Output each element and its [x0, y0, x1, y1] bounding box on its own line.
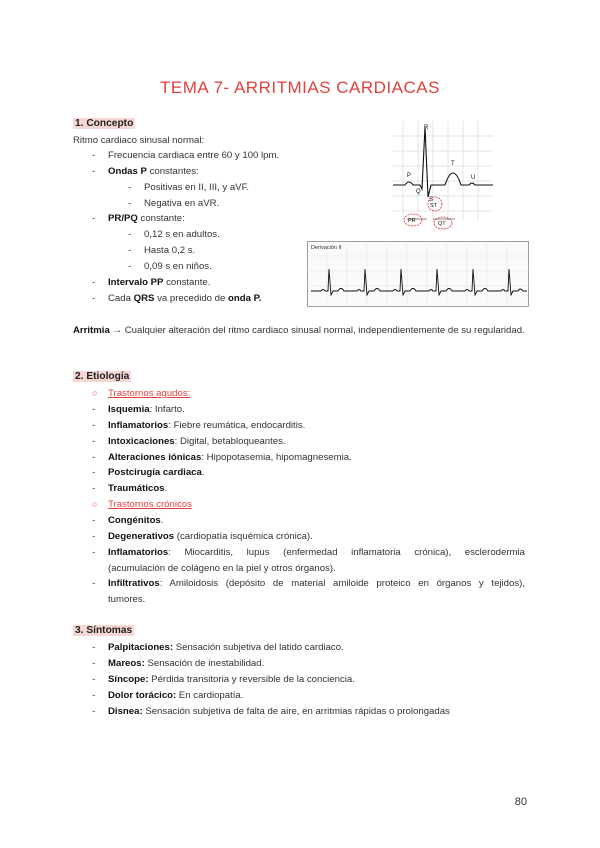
concepto-item: Frecuencia cardiaca entre 60 y 100 lpm.	[108, 150, 280, 161]
concepto-intro: Ritmo cardiaco sinusal normal:	[73, 135, 205, 146]
etiologia-item: Traumáticos.	[108, 483, 168, 494]
etiologia-cronicos-label: Trastornos crónicos	[108, 499, 192, 510]
sintoma-item: Dolor torácico: En cardiopatía.	[108, 690, 244, 701]
dash-bullet: -	[92, 690, 96, 701]
dash-bullet: -	[92, 642, 96, 653]
page-title: TEMA 7- ARRITMIAS CARDIACAS	[160, 78, 440, 97]
sintoma-item: Disnea: Sensación subjetiva de falta de aire, en arritmias rápidas o prolongadas	[108, 706, 450, 717]
dash-bullet: -	[128, 229, 132, 240]
ecg-label-st: ST	[430, 203, 438, 209]
dash-bullet: -	[92, 515, 96, 526]
concepto-subitem: Positivas en II, III, y aVF.	[144, 182, 250, 193]
concepto-subitem: 0,09 s en niños.	[144, 261, 212, 272]
dash-bullet: -	[128, 245, 132, 256]
etiologia-item: Alteraciones iónicas: Hipopotasemia, hipomagnesemia.	[108, 452, 352, 463]
etiologia-item: Postcirugía cardiaca.	[108, 467, 205, 478]
ecg-strip-label: Derivación II	[311, 245, 342, 251]
etiologia-item-continued: tumores.	[108, 594, 146, 605]
dash-bullet: -	[92, 213, 96, 224]
dash-bullet: -	[92, 674, 96, 685]
dash-bullet: -	[92, 706, 96, 717]
concepto-subitem: 0,12 s en adultos.	[144, 229, 220, 240]
page-number: 80	[514, 796, 527, 808]
section-heading-concepto: 1. Concepto	[75, 118, 134, 129]
etiologia-item: Degenerativos (cardiopatía isquémica crónica).	[108, 531, 313, 542]
etiologia-item: Intoxicaciones: Digital, betabloqueantes.	[108, 436, 286, 447]
concepto-subitem: Hasta 0,2 s.	[144, 245, 196, 256]
ecg-label-t: T	[451, 161, 455, 167]
dash-bullet: -	[92, 483, 96, 494]
sintoma-item: Síncope: Pérdida transitoria y reversible de la conciencia.	[108, 674, 355, 685]
dash-bullet: -	[92, 658, 96, 669]
etiologia-item: Congénitos.	[108, 515, 164, 526]
etiologia-item-continued: (acumulación de colágeno en la piel y otros órganos).	[108, 563, 336, 574]
sintoma-item: Mareos: Sensación de inestabilidad.	[108, 658, 265, 669]
etiologia-item: Isquemia: Infarto.	[108, 404, 185, 415]
dash-bullet: -	[92, 452, 96, 463]
section-heading-sintomas: 3. Síntomas	[75, 625, 133, 636]
ecg-label-p: P	[407, 173, 412, 179]
dash-bullet: -	[92, 547, 96, 558]
dash-bullet: -	[128, 182, 132, 193]
dash-bullet: -	[128, 198, 132, 209]
dash-bullet: -	[92, 531, 96, 542]
sintoma-item: Palpitaciones: Sensación subjetiva del latido cardiaco.	[108, 642, 344, 653]
ecg-label-qt: QT	[438, 221, 446, 227]
dash-bullet: -	[92, 166, 96, 177]
dash-bullet: -	[92, 467, 96, 478]
section-heading-etiologia: 2. Etiología	[75, 371, 130, 382]
ecg-label-r: R	[424, 125, 429, 131]
ecg-rhythm-strip	[307, 241, 529, 307]
circle-bullet: ○	[92, 388, 98, 398]
ecg-label-u: U	[471, 175, 476, 181]
etiologia-item: Inflamatorios: Fiebre reumática, endocarditis.	[108, 420, 306, 431]
concepto-item: Intervalo PP constante.	[108, 277, 211, 288]
etiologia-agudos-label: Trastornos agudos:	[108, 388, 191, 399]
ecg-waveform-diagram	[393, 121, 493, 233]
ecg-label-s: S	[429, 197, 434, 203]
concepto-item: Cada QRS va precedido de onda P.	[108, 293, 262, 304]
ecg-label-q: Q	[416, 189, 421, 195]
circle-bullet: ○	[92, 499, 98, 509]
dash-bullet: -	[92, 293, 96, 304]
concepto-item: Ondas P constantes:	[108, 166, 199, 177]
concepto-item: PR/PQ constante:	[108, 213, 185, 224]
ecg-label-pr: PR	[408, 218, 416, 224]
dash-bullet: -	[92, 404, 96, 415]
dash-bullet: -	[128, 261, 132, 272]
dash-bullet: -	[92, 150, 96, 161]
dash-bullet: -	[92, 578, 96, 589]
etiologia-item: Inflamatorios: Miocarditis, lupus (enfermedad inflamatoria crónica), esclerodermia	[108, 547, 525, 558]
etiologia-item: Infiltrativos: Amiloidosis (depósito de material amiloide proteico en órganos y tejidos),	[108, 578, 525, 589]
dash-bullet: -	[92, 277, 96, 288]
dash-bullet: -	[92, 436, 96, 447]
dash-bullet: -	[92, 420, 96, 431]
concepto-subitem: Negativa en aVR.	[144, 198, 220, 209]
arritmia-definition: Arritmia → Cualquier alteración del ritmo cardiaco sinusal normal, independientemente de su regularidad.	[73, 325, 525, 336]
